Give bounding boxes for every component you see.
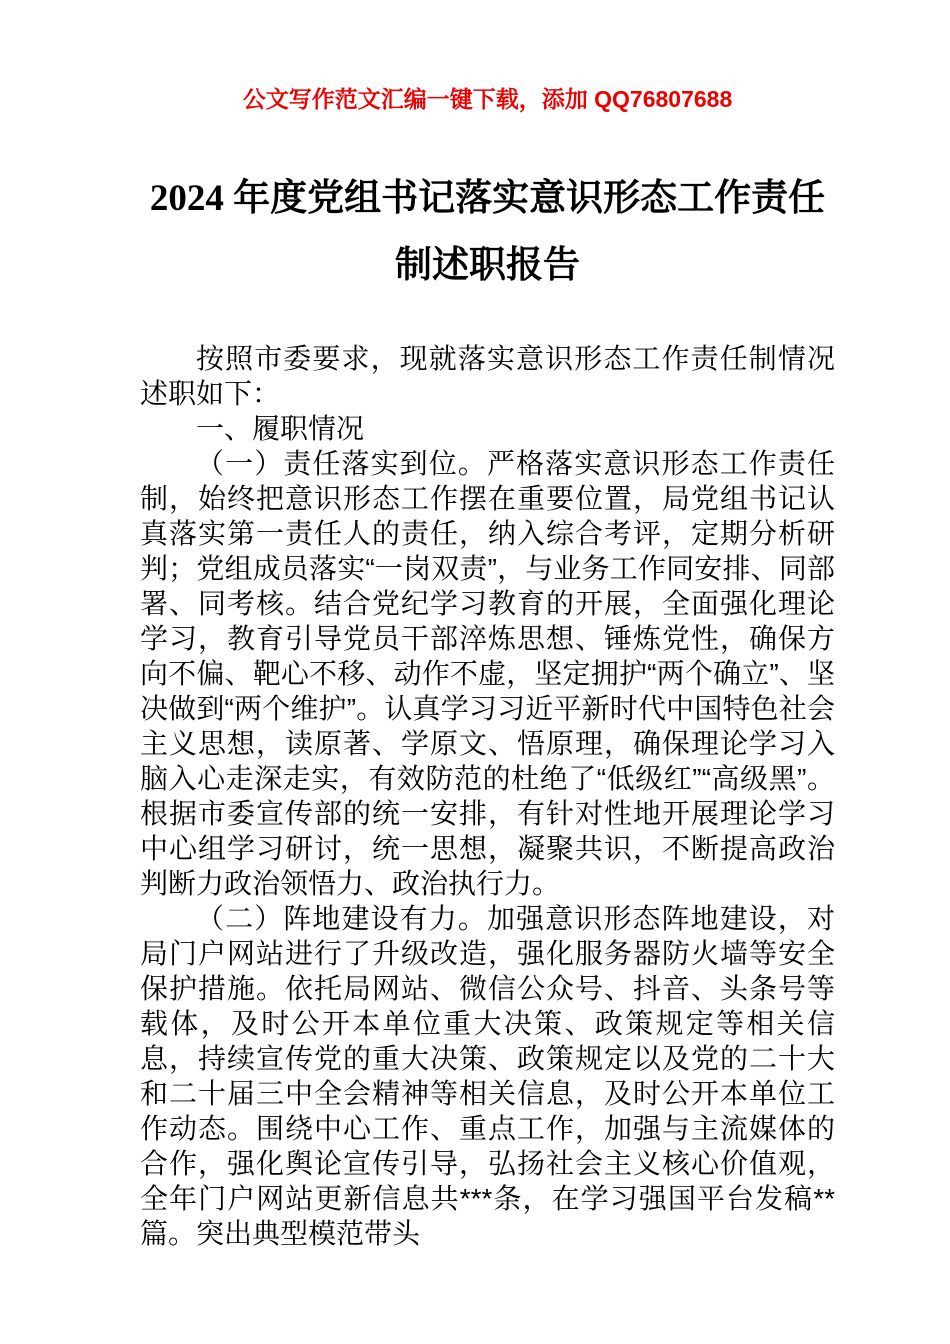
paragraph-position-building: （二）阵地建设有力。加强意识形态阵地建设，对局门户网站进行了升级改造，强化服务器防火墙等安全保护措施。依托局网站、微信公众号、抖音、头条号等载体，及时公开本单位重大决策、政策规定等相关信息，持续宣传党的重大决策、政策规定以及党的二十大和二十届三中全会精神等相关信息，及时公开本单位工作动态。围绕中心工作、重点工作，加强与主流媒体的合作，强化舆论宣传引导，弘扬社会主义核心价值观，全年门户网站更新信息共***条，在学习强国平台发稿**篇。突出典型模范带头	[140, 903, 835, 1249]
title-line-1: 2024 年度党组书记落实意识形态工作责任	[149, 178, 826, 219]
section-heading-performance: 一、履职情况	[196, 413, 365, 444]
header-ad-notice: 公文写作范文汇编一键下载，添加 QQ76807688	[242, 86, 733, 112]
paragraph-responsibility: （一）责任落实到位。严格落实意识形态工作责任制，始终把意识形态工作摆在重要位置，局党组书记认真落实第一责任人的责任，纳入综合考评，定期分析研判；党组成员落实“一岗双责”，与业务工作同安排、同部署、同考核。结合党纪学习教育的开展，全面强化理论学习，教育引导党员干部淬炼思想、锤炼党性，确保方向不偏、靶心不移、动作不虚，坚定拥护“两个确立”、坚决做到“两个维护”。认真学习习近平新时代中国特色社会主义思想，读原著、学原文、悟原理，确保理论学习入脑入心走深走实，有效防范的杜绝了“低级红”“高级黑”。根据市委宣传部的统一安排，有针对性地开展理论学习中心组学习研讨，统一思想，凝聚共识，不断提高政治判断力政治领悟力、政治执行力。	[140, 448, 835, 899]
document-body	[140, 341, 835, 1251]
document-title	[140, 165, 835, 299]
paragraph-intro: 按照市委要求，现就落实意识形态工作责任制情况述职如下：	[140, 343, 835, 409]
title-line-2: 制述职报告	[395, 245, 580, 286]
